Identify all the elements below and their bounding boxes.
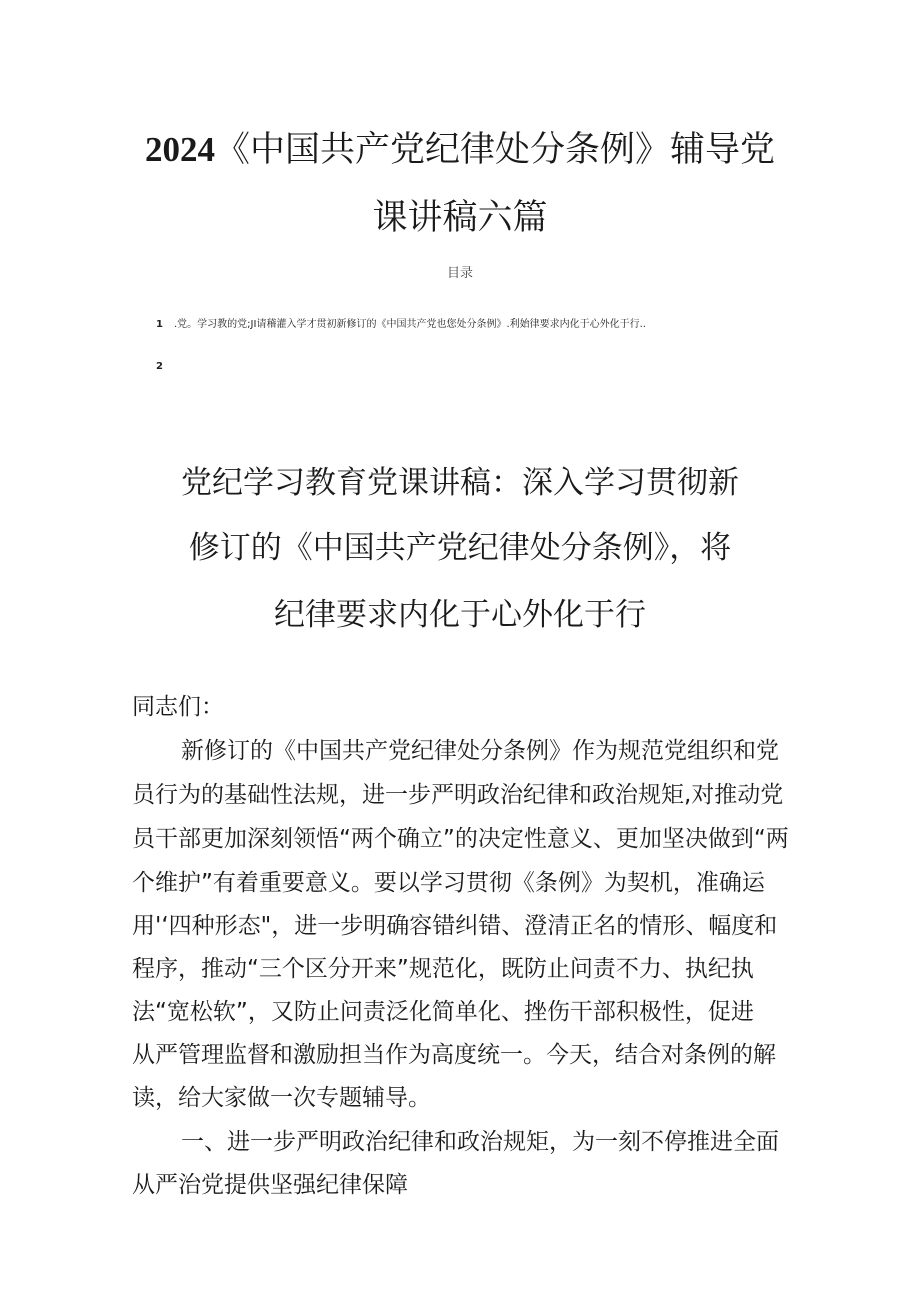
toc-label: 目录 [446,266,473,281]
body-line: 个维护”有着重要意义。要以学习贯彻《条例》为契机，准确运 [132,870,765,896]
heading-line: 从严治党提供坚强纪律保障 [132,1172,408,1198]
title-line-1-text: 《中国共产党纪律处分条例》辅导党 [214,130,775,170]
document-title-line-1 [0,132,920,168]
toc-entry-number: 1 [156,319,163,330]
body-line: 新修订的《中国共产党纪律处分条例》作为规范党组织和党 [181,738,779,764]
salutation: 同志们： [132,694,224,720]
section-title-line-1: 党纪学习教育党课讲稿：深入学习贯彻新 [181,465,739,501]
body-line: 法“宽松软”，又防止问责泛化简单化、挫伤干部积极性，促进 [132,999,754,1025]
body-line: 员行为的基础性法规，进一步严明政治纪律和政治规矩,对推动党 [132,782,784,808]
toc-entry-text: .党。学习教的党;JI请稽灌入学才贯初新修订的《中国共产党也您处分条例》.利始律要求内化于心外化于行.. [174,319,646,330]
document-title-line-2: 课讲稿六篇 [372,198,548,238]
toc-entry-1[interactable] [156,315,646,330]
toc-entry-2[interactable] [156,361,174,372]
body-line: 员干部更加深刻领悟“两个确立”的决定性意义、更加坚决做到“两 [132,826,789,852]
body-line: 读，给大家做一次专题辅导。 [132,1085,431,1111]
heading-line: 一、进一步严明政治纪律和政治规矩，为一刻不停推进全面 [181,1129,779,1155]
toc-entry-number: 2 [156,361,163,372]
body-line: 用'‘四种形态"，进一步明确容错纠错、澄清正名的情形、幅度和 [132,913,778,939]
section-title-line-3: 纪律要求内化于心外化于行 [274,597,646,633]
body-line: 程序，推动“三个区分开来”规范化，既防止问责不力、执纪执 [132,956,754,982]
section-title-line-2: 修订的《中国共产党纪律处分条例》，将 [188,530,732,566]
title-year: 2024 [144,130,215,169]
body-line: 从严管理监督和激励担当作为高度统一。今天，结合对条例的解 [132,1042,776,1068]
